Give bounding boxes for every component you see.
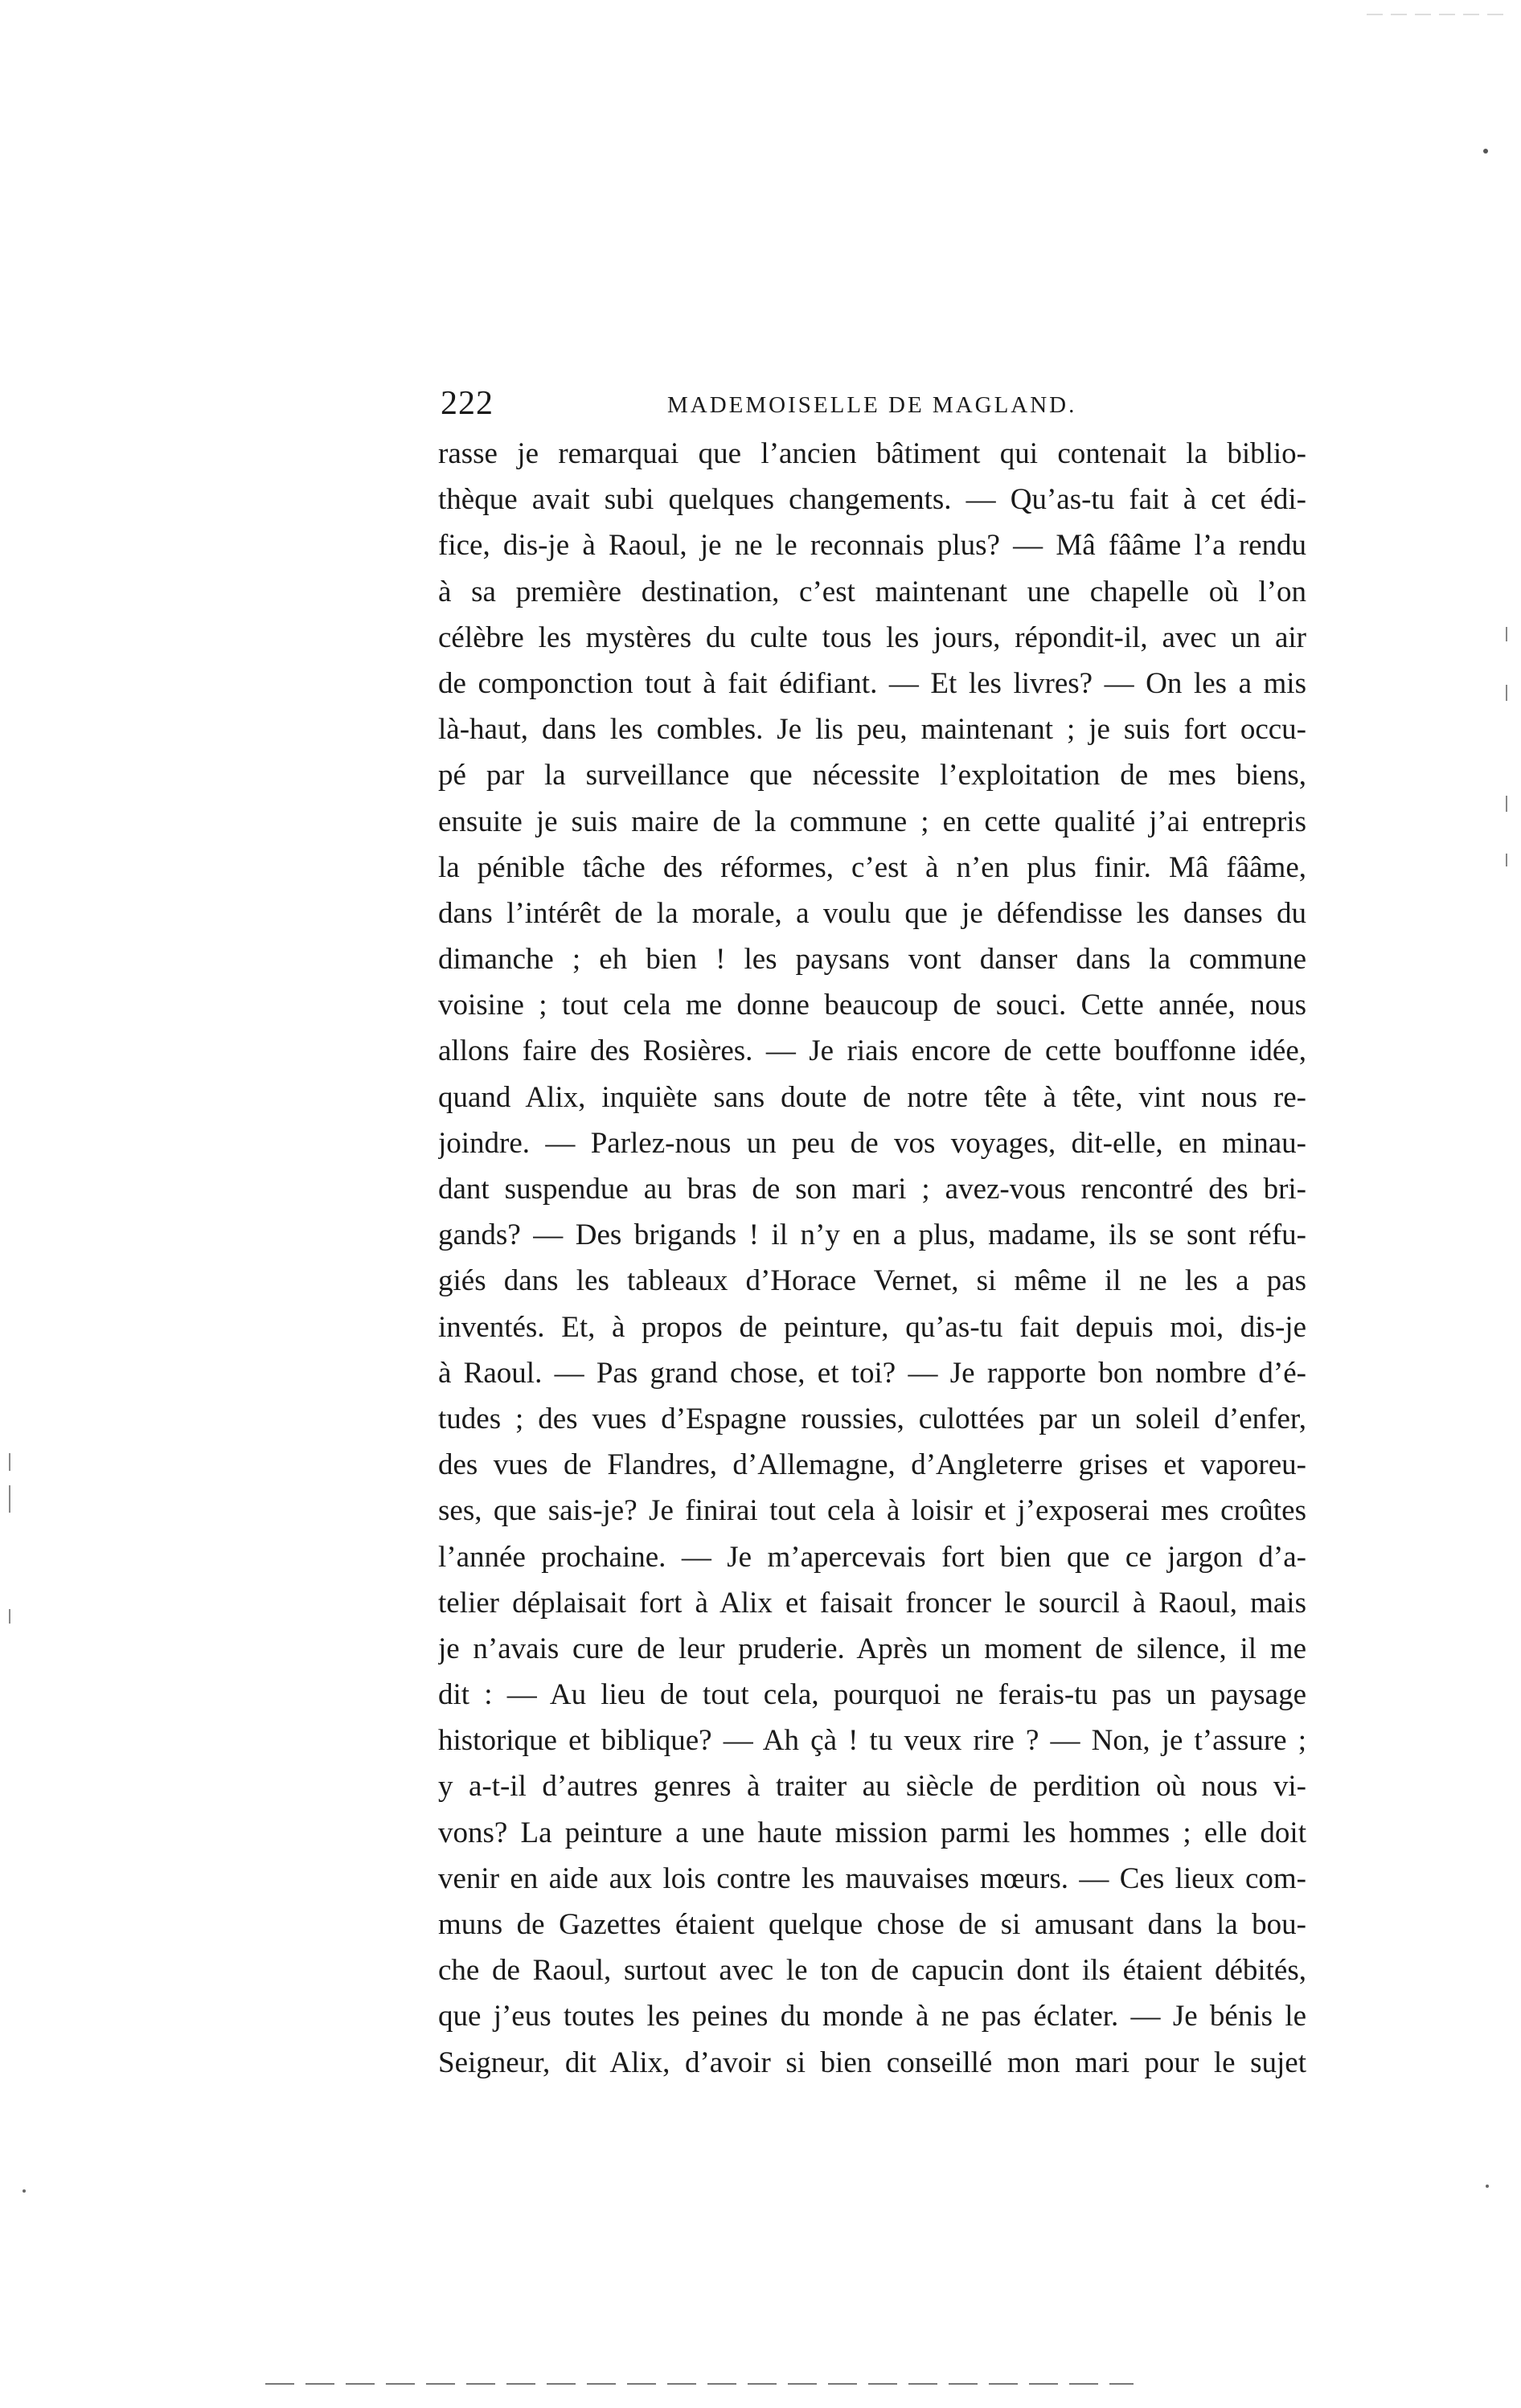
text-line: dit : — Au lieu de tout cela, pourquoi ne ferais-tu pas un paysage [438,1678,1306,1712]
text-line: ensuite je suis maire de la commune ; en cette qualité j’ai entrepris [438,805,1306,838]
text-line: historique et biblique? — Ah çà ! tu veux rire ? — Non, je t’assure ; [438,1724,1306,1758]
text-line: giés dans les tableaux d’Horace Vernet, si même il ne les a pas [438,1264,1306,1298]
scan-speck [1486,2185,1489,2188]
scan-speck [23,2189,26,2193]
text-line: la pénible tâche des réformes, c’est à n’en plus finir. Mâ fââme, [438,850,1306,884]
text-line: que j’eus toutes les peines du monde à ne pas éclater. — Je bénis le [438,2000,1306,2033]
scan-speck [1483,149,1488,154]
text-line: telier déplaisait fort à Alix et faisait froncer le sourcil à Raoul, mais [438,1586,1306,1620]
text-line: là-haut, dans les combles. Je lis peu, maintenant ; je suis fort occu- [438,713,1306,747]
text-line: rasse je remarquai que l’ancien bâtiment qui contenait la biblio- [438,437,1306,470]
text-line: muns de Gazettes étaient quelque chose de si amusant dans la bou- [438,1908,1306,1941]
text-line: inventés. Et, à propos de peinture, qu’as-tu fait depuis moi, dis-je [438,1310,1306,1344]
text-line: l’année prochaine. — Je m’apercevais fort bien que ce jargon d’a- [438,1540,1306,1574]
text-line: tudes ; des vues d’Espagne roussies, culottées par un soleil d’enfer, [438,1402,1306,1435]
text-line: pé par la surveillance que nécessite l’exploitation de mes biens, [438,759,1306,792]
text-line: voisine ; tout cela me donne beaucoup de souci. Cette année, nous [438,989,1306,1022]
page-number: 222 [441,385,494,422]
text-line: quand Alix, inquiète sans doute de notre tête à tête, vint nous re- [438,1080,1306,1114]
text-line: gands? — Des brigands ! il n’y en a plus, madame, ils se sont réfu- [438,1218,1306,1252]
text-line: je n’avais cure de leur pruderie. Après un moment de silence, il me [438,1632,1306,1665]
text-line: allons faire des Rosières. — Je riais encore de cette bouffonne idée, [438,1034,1306,1068]
text-line: célèbre les mystères du culte tous les jours, répondit-il, avec un air [438,620,1306,654]
text-line: joindre. — Parlez-nous un peu de vos voyages, dit-elle, en minau- [438,1126,1306,1160]
text-line: dans l’intérêt de la morale, a voulu que je défendisse les danses du [438,896,1306,930]
text-line: vons? La peinture a une haute mission parmi les hommes ; elle doit [438,1816,1306,1849]
text-line: Seigneur, dit Alix, d’avoir si bien conseillé mon mari pour le sujet [438,2046,1306,2079]
text-line: dant suspendue au bras de son mari ; avez-vous rencontré des bri- [438,1173,1306,1206]
text-line: à sa première destination, c’est maintenant une chapelle où l’on [438,575,1306,608]
text-line: thèque avait subi quelques changements. — Qu’as-tu fait à cet édi- [438,483,1306,517]
text-line: de componction tout à fait édifiant. — Et les livres? — On les a mis [438,666,1306,700]
body-text [438,431,1306,2086]
text-line: ses, que sais-je? Je finirai tout cela à loisir et j’exposerai mes croûtes [438,1494,1306,1528]
running-title: MADEMOISELLE DE MAGLAND. [667,392,1077,418]
text-line: che de Raoul, surtout avec le ton de capucin dont ils étaient débités, [438,1954,1306,1988]
text-line: venir en aide aux lois contre les mauvaises mœurs. — Ces lieux com- [438,1861,1306,1895]
text-line: à Raoul. — Pas grand chose, et toi? — Je rapporte bon nombre d’é- [438,1356,1306,1390]
text-line: des vues de Flandres, d’Allemagne, d’Angleterre grises et vaporeu- [438,1448,1306,1482]
page-header [441,384,1317,424]
text-line: y a-t-il d’autres genres à traiter au siècle de perdition où nous vi- [438,1770,1306,1804]
text-line: fice, dis-je à Raoul, je ne le reconnais plus? — Mâ fââme l’a rendu [438,529,1306,563]
text-line: dimanche ; eh bien ! les paysans vont danser dans la commune [438,943,1306,977]
